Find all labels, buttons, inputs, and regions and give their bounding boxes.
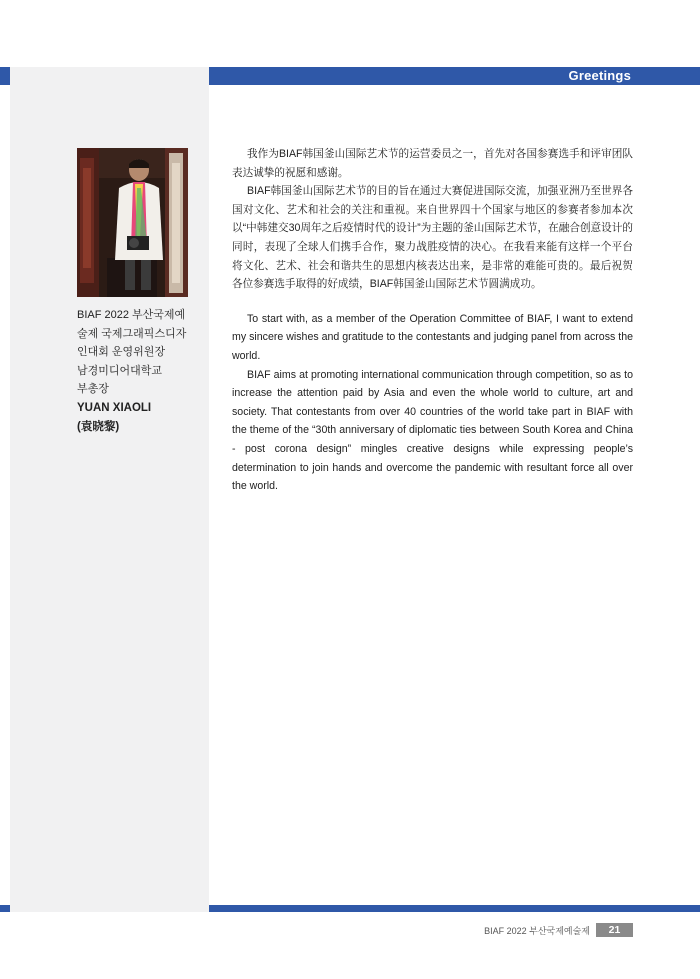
profile-line: 부총장 xyxy=(77,383,109,396)
portrait-photo xyxy=(77,148,188,297)
profile-line: 인대회 운영위원장 xyxy=(77,346,166,359)
profile-block xyxy=(77,306,205,436)
profile-name-cn: (袁晓黎) xyxy=(77,420,120,433)
paragraph-gap xyxy=(232,294,633,310)
profile-line: 술제 국제그래픽스디자 xyxy=(77,327,187,340)
header-bar-left xyxy=(0,67,10,85)
footer-label: BIAF 2022 부산국제예술제 xyxy=(484,926,590,936)
zh-paragraph: 我作为BIAF韩国釜山国际艺术节的运营委员之一，首先对各国参赛选手和评审团队表达诚挚的祝愿和感谢。 xyxy=(232,148,633,179)
footer-bar xyxy=(209,905,700,912)
profile-line: 남경미디어대학교 xyxy=(77,364,163,377)
greeting-body xyxy=(232,145,633,496)
profile-line: BIAF 2022 부산국제예 xyxy=(77,309,186,321)
zh-paragraph: BIAF韩国釜山国际艺术节的目的旨在通过大赛促进国际交流，加强亚洲乃至世界各国对文化、艺术和社会的关注和重视。来自世界四十个国家与地区的参赛者参加本次以“中韩建交30周年之后疫情时代的设计”为主题的釜山国际艺术节，在融合创意设计的同时，表现了全球人们携手合作，聚力战胜疫情的决心。在我看来能有这样一个平台将文化、艺术、社会和谐共生的思想内核表达出来，是非常的难能可贵的。最后祝贺各位参赛选手取得的好成绩，BIAF韩国釜山国际艺术节圆满成功。 xyxy=(232,185,633,291)
profile-name-en: YUAN XIAOLI xyxy=(77,401,152,414)
footer-bar-left xyxy=(0,905,10,912)
section-title: Greetings xyxy=(568,68,631,83)
page-number: 21 xyxy=(596,923,633,937)
en-paragraph: BIAF aims at promoting international communication through competition, so as to increase the attention paid by Asia and even the whole world to culture, art and society. That contestants from over 40 countries of the world take part in BIAF with the theme of the “30th anniversary of diplomatic ties between South Korea and China - post corona design” mingles creative designs while expressing people’s determination to join hands and overcome the pandemic with resultant force all over the world. xyxy=(232,368,633,493)
en-paragraph: To start with, as a member of the Operation Committee of BIAF, I want to extend my sincere wishes and gratitude to the contestants and judging panel from across the world. xyxy=(232,312,633,362)
